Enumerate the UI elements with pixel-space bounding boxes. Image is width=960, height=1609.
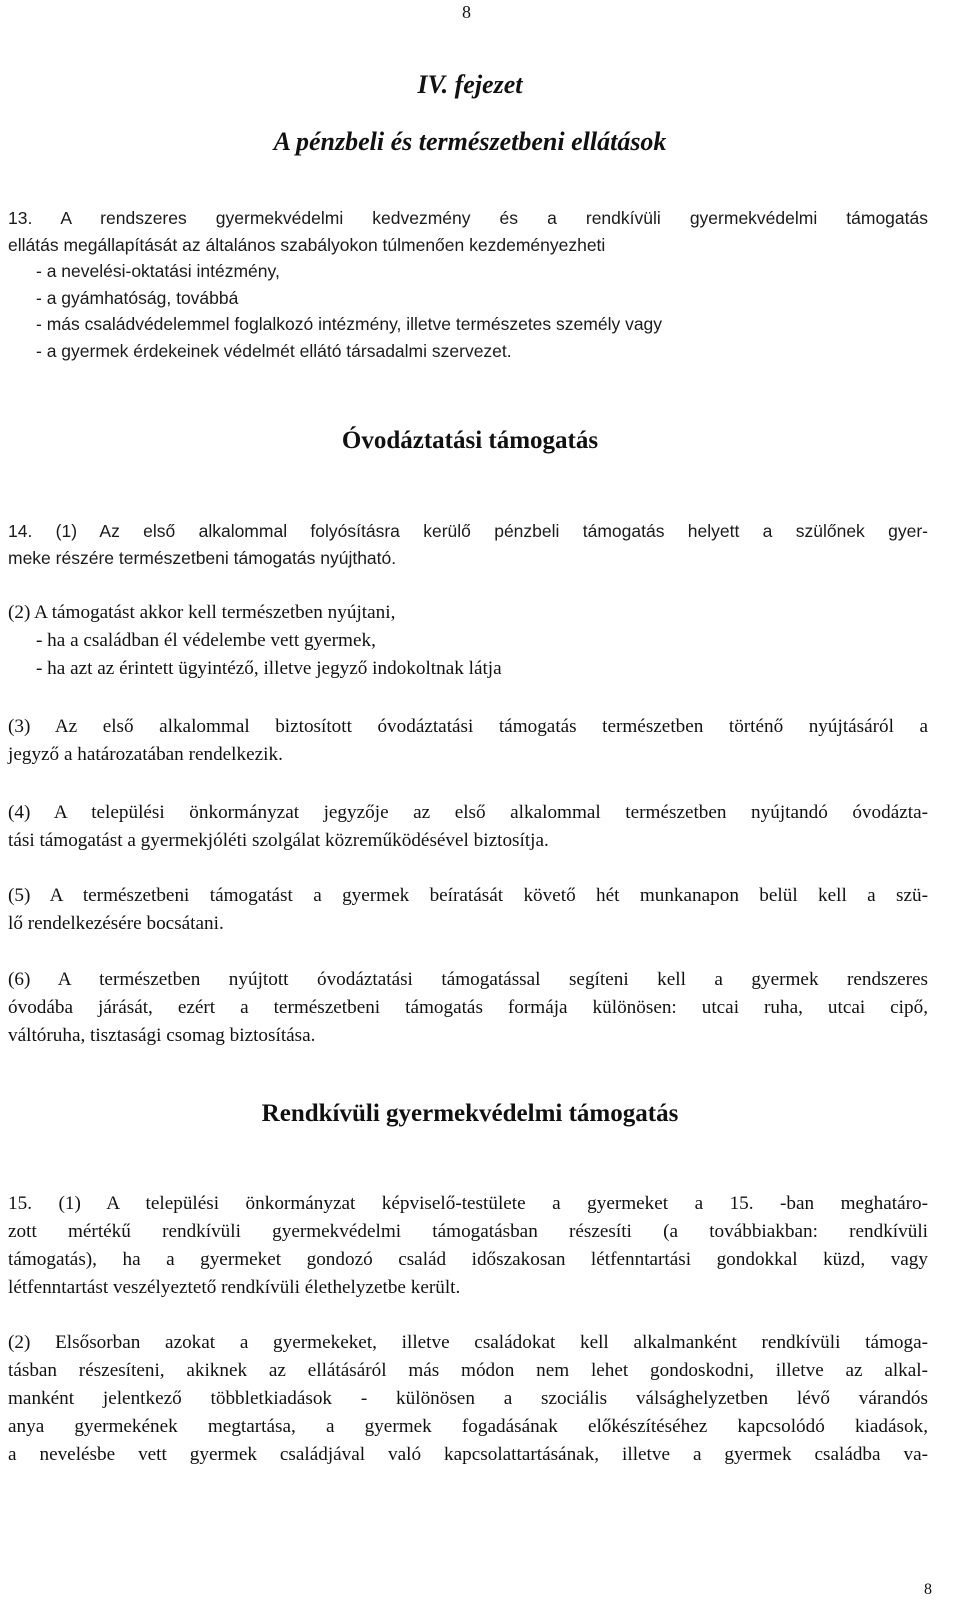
paragraph-line: támogatás), ha a gyermeket gondozó család időszakosan létfenntartási gondokkal küzd, vagy: [8, 1249, 928, 1270]
paragraph-line: (3) Az első alkalommal biztosított óvodáztatási támogatás természetben történő nyújtásáról a: [8, 716, 928, 737]
section-14-paragraph-4: [8, 799, 928, 855]
chapter-number: IV. fejezet: [417, 70, 523, 99]
list-item: - a gyermek érdekeinek védelmét ellátó társadalmi szervezet.: [36, 340, 512, 361]
paragraph-line: 14. (1) Az első alkalommal folyósításra kerülő pénzbeli támogatás helyett a szülőnek gyer-: [8, 521, 928, 541]
paragraph-line: ellátás megállapítását az általános szabályokon túlmenően kezdeményezheti: [8, 234, 606, 255]
section-14-paragraph-3: [8, 713, 928, 769]
paragraph-line: lő rendelkezésére bocsátani.: [8, 913, 224, 934]
paragraph-line: (4) A települési önkormányzat jegyzője az első alkalommal természetben nyújtandó óvodázta-: [8, 802, 928, 823]
paragraph-line: 13. A rendszeres gyermekvédelmi kedvezmény és a rendkívüli gyermekvédelmi támogatás: [8, 208, 928, 228]
section-heading-rendkivuli: Rendkívüli gyermekvédelmi támogatás: [261, 1100, 679, 1127]
chapter-title: A pénzbeli és természetbeni ellátások: [273, 127, 667, 156]
section-14-paragraph-2: [8, 599, 928, 683]
paragraph-line: (2) Elsősorban azokat a gyermekeket, illetve családokat kell alkalmanként rendkívüli támoga-: [8, 1332, 928, 1353]
paragraph-line: meke részére természetbeni támogatás nyújtható.: [8, 547, 397, 568]
paragraph-line: anya gyermekének megtartása, a gyermek fogadásának előkészítéséhez kapcsolódó kiadások,: [8, 1416, 928, 1437]
page-number-bottom: 8: [924, 1581, 932, 1598]
paragraph-line: 15. (1) A települési önkormányzat képviselő-testülete a gyermeket a 15. -ban meghatáro-: [8, 1193, 928, 1214]
list-item: - a gyámhatóság, továbbá: [36, 287, 239, 308]
section-13: [8, 205, 928, 365]
paragraph-line: a nevelésbe vett gyermek családjával való kapcsolattartásának, illetve a gyermek családba va-: [8, 1444, 928, 1465]
section-15-paragraph-2: [8, 1329, 928, 1469]
page-number-top: 8: [462, 2, 471, 22]
list-item: - ha azt az érintett ügyintéző, illetve jegyző indokoltnak látja: [36, 658, 502, 679]
paragraph-line: jegyző a határozatában rendelkezik.: [8, 744, 283, 765]
section-14-paragraph-6: [8, 966, 928, 1050]
paragraph-line: létfenntartást veszélyeztető rendkívüli élethelyzetbe került.: [8, 1277, 461, 1298]
section-14-paragraph-1: [8, 518, 928, 571]
paragraph-line: (5) A természetbeni támogatást a gyermek beíratását követő hét munkanapon belül kell a szü-: [8, 885, 928, 906]
paragraph-line: (2) A támogatást akkor kell természetben nyújtani,: [8, 602, 396, 623]
section-14-paragraph-5: [8, 882, 928, 938]
paragraph-line: manként jelentkező többletkiadások - különösen a szociális válsághelyzetben lévő várandós: [8, 1388, 928, 1409]
list-item: - a nevelési-oktatási intézmény,: [36, 261, 280, 282]
paragraph-line: zott mértékű rendkívüli gyermekvédelmi támogatásban részesíti (a továbbiakban: rendkívüli: [8, 1221, 928, 1242]
section-15-paragraph-1: [8, 1190, 928, 1302]
paragraph-line: óvodába járását, ezért a természetbeni támogatás formája különösen: utcai ruha, utcai cipő,: [8, 997, 928, 1018]
section-heading-ovodaztatasi: Óvodáztatási támogatás: [341, 427, 599, 454]
paragraph-line: tási támogatást a gyermekjóléti szolgálat közreműködésével biztosítja.: [8, 830, 549, 851]
paragraph-line: (6) A természetben nyújtott óvodáztatási támogatással segíteni kell a gyermek rendszeres: [8, 969, 928, 990]
paragraph-line: váltóruha, tisztasági csomag biztosítása.: [8, 1025, 316, 1046]
paragraph-line: tásban részesíteni, akiknek az ellátásáról más módon nem lehet gondoskodni, illetve az alkal-: [8, 1360, 928, 1381]
list-item: - ha a családban él védelembe vett gyermek,: [36, 630, 376, 651]
list-item: - más családvédelemmel foglalkozó intézmény, illetve természetes személy vagy: [36, 314, 663, 335]
